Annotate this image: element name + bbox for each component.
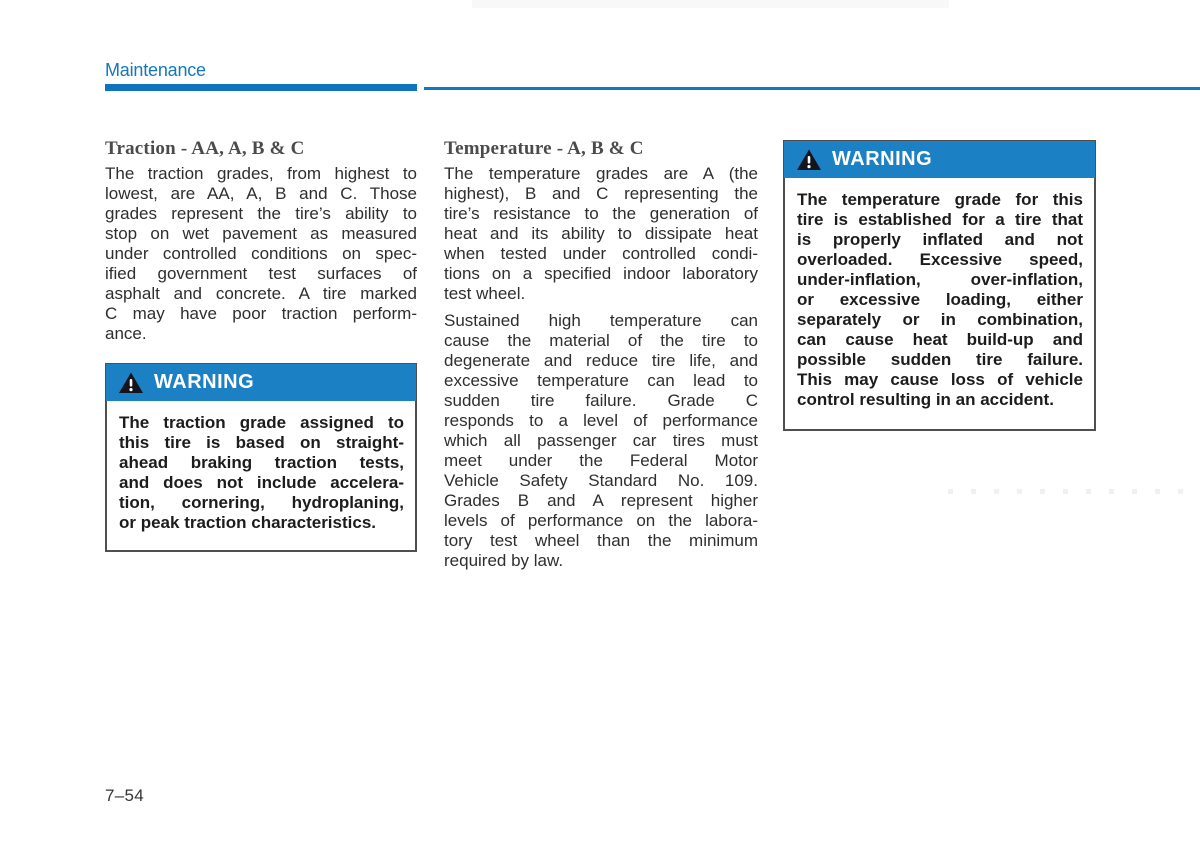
text-line: and does not include accelera- — [119, 473, 404, 492]
text-line: Sustained high temperature can — [444, 311, 758, 330]
page-title: Maintenance — [105, 60, 206, 80]
page-number: 7–54 — [105, 786, 145, 805]
text-line: This may cause loss of vehicle — [797, 370, 1083, 389]
text-line: can cause heat build-up and — [797, 330, 1083, 349]
text-line: or peak traction characteristics. — [119, 513, 377, 532]
text-line: ahead braking traction tests, — [119, 453, 404, 472]
text-line: lowest, are AA, A, B and C. Those — [105, 184, 417, 203]
text-line: highest), B and C representing the — [444, 184, 758, 203]
text-line: responds to a level of performance — [444, 411, 758, 430]
text-line: test wheel. — [444, 284, 526, 303]
text-line: meet under the Federal Motor — [444, 451, 758, 470]
warning-text-temperature — [785, 178, 1094, 425]
warning-box-traction — [105, 363, 417, 552]
warning-label: WARNING — [154, 371, 255, 393]
text-line: The temperature grades are A (the — [444, 164, 758, 183]
text-line: is properly inflated and not — [797, 230, 1083, 249]
warning-text-traction — [107, 401, 415, 548]
header-accent-bar — [105, 84, 417, 91]
text-line: tory test wheel than the minimum — [444, 531, 758, 550]
faint-dotted-divider — [948, 489, 1200, 494]
text-line: asphalt and concrete. A tire marked — [105, 284, 417, 303]
text-line: tire’s resistance to the generation of — [444, 204, 758, 223]
temperature-paragraph-1 — [444, 164, 758, 304]
text-line: cause the material of the tire to — [444, 331, 758, 350]
header-rule-line — [424, 87, 1200, 90]
text-line: Vehicle Safety Standard No. 109. — [444, 471, 758, 490]
text-line: tion, cornering, hydroplaning, — [119, 493, 404, 512]
text-line: required by law. — [444, 551, 564, 570]
traction-paragraph — [105, 164, 417, 344]
text-line: ance. — [105, 324, 147, 343]
text-line: sudden tire failure. Grade C — [444, 391, 758, 410]
warning-triangle-icon — [118, 371, 144, 395]
text-line: separately or in combination, — [797, 310, 1083, 329]
warning-box-temperature — [783, 140, 1096, 431]
text-line: control resulting in an accident. — [797, 390, 1054, 409]
section-heading-temperature: Temperature - A, B & C — [444, 138, 644, 159]
text-line: excessive temperature can lead to — [444, 371, 758, 390]
text-line: grades represent the tire’s ability to — [105, 204, 417, 223]
warning-label: WARNING — [832, 148, 933, 170]
text-line: The traction grade assigned to — [119, 413, 404, 432]
warning-header — [106, 364, 416, 401]
text-line: which all passenger car tires must — [444, 431, 758, 450]
warning-triangle-icon — [796, 148, 822, 172]
text-line: under controlled conditions on spec- — [105, 244, 417, 263]
text-line: stop on wet pavement as measured — [105, 224, 417, 243]
text-line: The traction grades, from highest to — [105, 164, 417, 183]
text-line: this tire is based on straight- — [119, 433, 404, 452]
text-line: under-inflation, over-inflation, — [797, 270, 1083, 289]
temperature-paragraph-2 — [444, 311, 758, 571]
text-line: heat and its ability to dissipate heat — [444, 224, 758, 243]
text-line: tions on a specified indoor laboratory — [444, 264, 758, 283]
scan-artifact-bar — [472, 0, 949, 8]
text-line: when tested under controlled condi- — [444, 244, 758, 263]
text-line: The temperature grade for this — [797, 190, 1083, 209]
section-heading-traction: Traction - AA, A, B & C — [105, 138, 305, 159]
warning-header — [784, 141, 1095, 178]
text-line: possible sudden tire failure. — [797, 350, 1083, 369]
text-line: levels of performance on the labora- — [444, 511, 758, 530]
text-line: tire is established for a tire that — [797, 210, 1083, 229]
text-line: Grades B and A represent higher — [444, 491, 758, 510]
text-line: degenerate and reduce tire life, and — [444, 351, 758, 370]
text-line: C may have poor traction perform- — [105, 304, 417, 323]
text-line: overloaded. Excessive speed, — [797, 250, 1083, 269]
text-line: ified government test surfaces of — [105, 264, 417, 283]
text-line: or excessive loading, either — [797, 290, 1083, 309]
